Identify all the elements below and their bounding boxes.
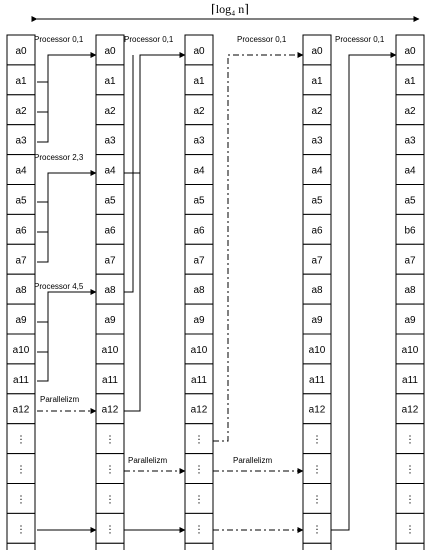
array-cell-label: a3	[193, 135, 205, 147]
array-cell-label: a3	[404, 135, 416, 147]
array-cell	[303, 543, 331, 550]
array-column	[96, 35, 124, 550]
array-cell-label: ⋮	[312, 434, 322, 446]
array-cell-label: a5	[193, 195, 205, 207]
array-cell-label: a10	[401, 344, 419, 356]
array-cell-label: a4	[15, 165, 27, 177]
array-cell-label: a2	[404, 105, 416, 117]
array-cell-label: a7	[15, 255, 27, 267]
array-cell-label: ⋮	[312, 524, 322, 536]
array-cell-label: a9	[404, 315, 416, 326]
array-column	[396, 35, 424, 550]
array-cell-label: a7	[193, 255, 205, 267]
array-cell-label: a12	[12, 404, 30, 416]
array-cell-label: a6	[15, 225, 27, 237]
array-cell-label: a4	[404, 165, 416, 177]
array-cell	[7, 543, 35, 550]
label-processor-01-c: Processor 0,1	[237, 35, 287, 44]
label-parallelizm-3: Parallelizm	[233, 456, 273, 465]
connector-c3-dash	[213, 55, 303, 441]
array-cell-label: a11	[402, 374, 418, 386]
array-cell-label: ⋮	[105, 434, 115, 446]
array-cell-label: a1	[15, 75, 27, 87]
array-cell-label: a11	[191, 374, 207, 386]
array-cell-label: a5	[104, 195, 116, 207]
array-cell	[396, 543, 424, 550]
array-column	[185, 35, 213, 550]
array-cell-label: a0	[15, 46, 27, 57]
array-cell-label: a7	[404, 255, 416, 267]
label-processor-45: Processor 4,5	[34, 282, 84, 291]
label-processor-01-b: Processor 0,1	[124, 35, 174, 44]
array-cell-label: a9	[311, 315, 323, 326]
array-cell	[185, 543, 213, 550]
connectors	[37, 55, 396, 530]
array-cell-label: a1	[311, 75, 323, 87]
array-cell-label: a10	[190, 344, 208, 356]
array-cell-label: ⋮	[16, 464, 26, 476]
array-cell-label: a0	[311, 46, 323, 57]
array-column	[7, 35, 35, 550]
array-column	[303, 35, 331, 550]
array-cell-label: a6	[311, 225, 323, 237]
label-parallelizm-1: Parallelizm	[40, 395, 80, 404]
connector-c4-last	[331, 55, 396, 530]
array-cell-label: a8	[404, 285, 416, 297]
array-cell-label: ⋮	[405, 494, 415, 506]
array-cell-label: a11	[102, 374, 118, 386]
array-cell-label: a4	[311, 165, 323, 177]
array-cell-label: ⋮	[105, 464, 115, 476]
label-parallelizm-2: Parallelizm	[128, 456, 168, 465]
array-cell-label: a12	[308, 404, 326, 416]
array-cell-label: a7	[311, 255, 323, 267]
array-cell-label: a6	[193, 225, 205, 237]
array-cell-label: ⋮	[16, 494, 26, 506]
array-cell-label: a3	[311, 135, 323, 147]
label-processor-01-a: Processor 0,1	[34, 35, 84, 44]
array-cell-label: a9	[104, 315, 116, 326]
array-cell-label: a8	[15, 285, 27, 297]
connector-p01-a	[37, 55, 96, 142]
array-cell-label: a9	[193, 315, 205, 326]
array-cell-label: ⋮	[194, 524, 204, 536]
array-cell-label: ⋮	[105, 494, 115, 506]
array-cell-label: ⋮	[194, 494, 204, 506]
array-cell-label: a3	[104, 135, 116, 147]
array-cell-label: a0	[404, 46, 416, 57]
array-cell-label: a5	[15, 195, 27, 207]
array-cell-label: a3	[15, 135, 27, 147]
array-cell-label: a12	[190, 404, 208, 416]
array-cell-label: a1	[404, 75, 416, 87]
array-cell-label: ⋮	[194, 434, 204, 446]
array-cell-label: a10	[101, 344, 119, 356]
array-cell-label: a1	[104, 75, 116, 87]
array-cell-label: ⋮	[194, 464, 204, 476]
array-cell-label: ⋮	[405, 464, 415, 476]
array-cell-label: a10	[308, 344, 326, 356]
array-cell-label: ⋮	[405, 524, 415, 536]
array-cell-label: a6	[104, 225, 116, 237]
label-processor-01-d: Processor 0,1	[335, 35, 385, 44]
array-cell-label: a9	[15, 315, 27, 326]
array-cell-label: a4	[104, 165, 116, 177]
array-cell-label: a8	[104, 285, 116, 297]
array-cell	[96, 543, 124, 550]
array-cell-label: b6	[404, 225, 416, 237]
connector-p23-a	[37, 173, 96, 262]
array-cell-label: a11	[309, 374, 325, 386]
array-cell-label: a2	[193, 105, 205, 117]
array-cell-label: a4	[193, 165, 205, 177]
array-cell-label: ⋮	[405, 434, 415, 446]
array-cell-label: a10	[12, 344, 30, 356]
diagram-title: ⌈log₄ n⌉	[211, 2, 249, 16]
array-cell-label: a8	[311, 285, 323, 297]
array-cell-label: ⋮	[16, 434, 26, 446]
array-cell-label: ⋮	[16, 524, 26, 536]
array-cell-label: a0	[193, 46, 205, 57]
array-cell-label: a0	[104, 46, 116, 57]
array-cell-label: a8	[193, 285, 205, 297]
array-cell-label: a5	[311, 195, 323, 207]
array-cell-label: a11	[13, 374, 29, 386]
connector-p45-a	[37, 292, 96, 381]
array-cell-label: a12	[401, 404, 419, 416]
array-cell-label: a5	[404, 195, 416, 207]
array-cell-label: a2	[104, 105, 116, 117]
array-cell-label: a7	[104, 255, 116, 267]
array-cell-label: a1	[193, 75, 205, 87]
array-cell-label: ⋮	[105, 524, 115, 536]
array-cell-label: a2	[311, 105, 323, 117]
array-cell-label: ⋮	[312, 464, 322, 476]
label-processor-23: Processor 2,3	[34, 153, 84, 162]
array-cell-label: a12	[101, 404, 119, 416]
array-cell-label: a2	[15, 105, 27, 117]
array-cell-label: ⋮	[312, 494, 322, 506]
